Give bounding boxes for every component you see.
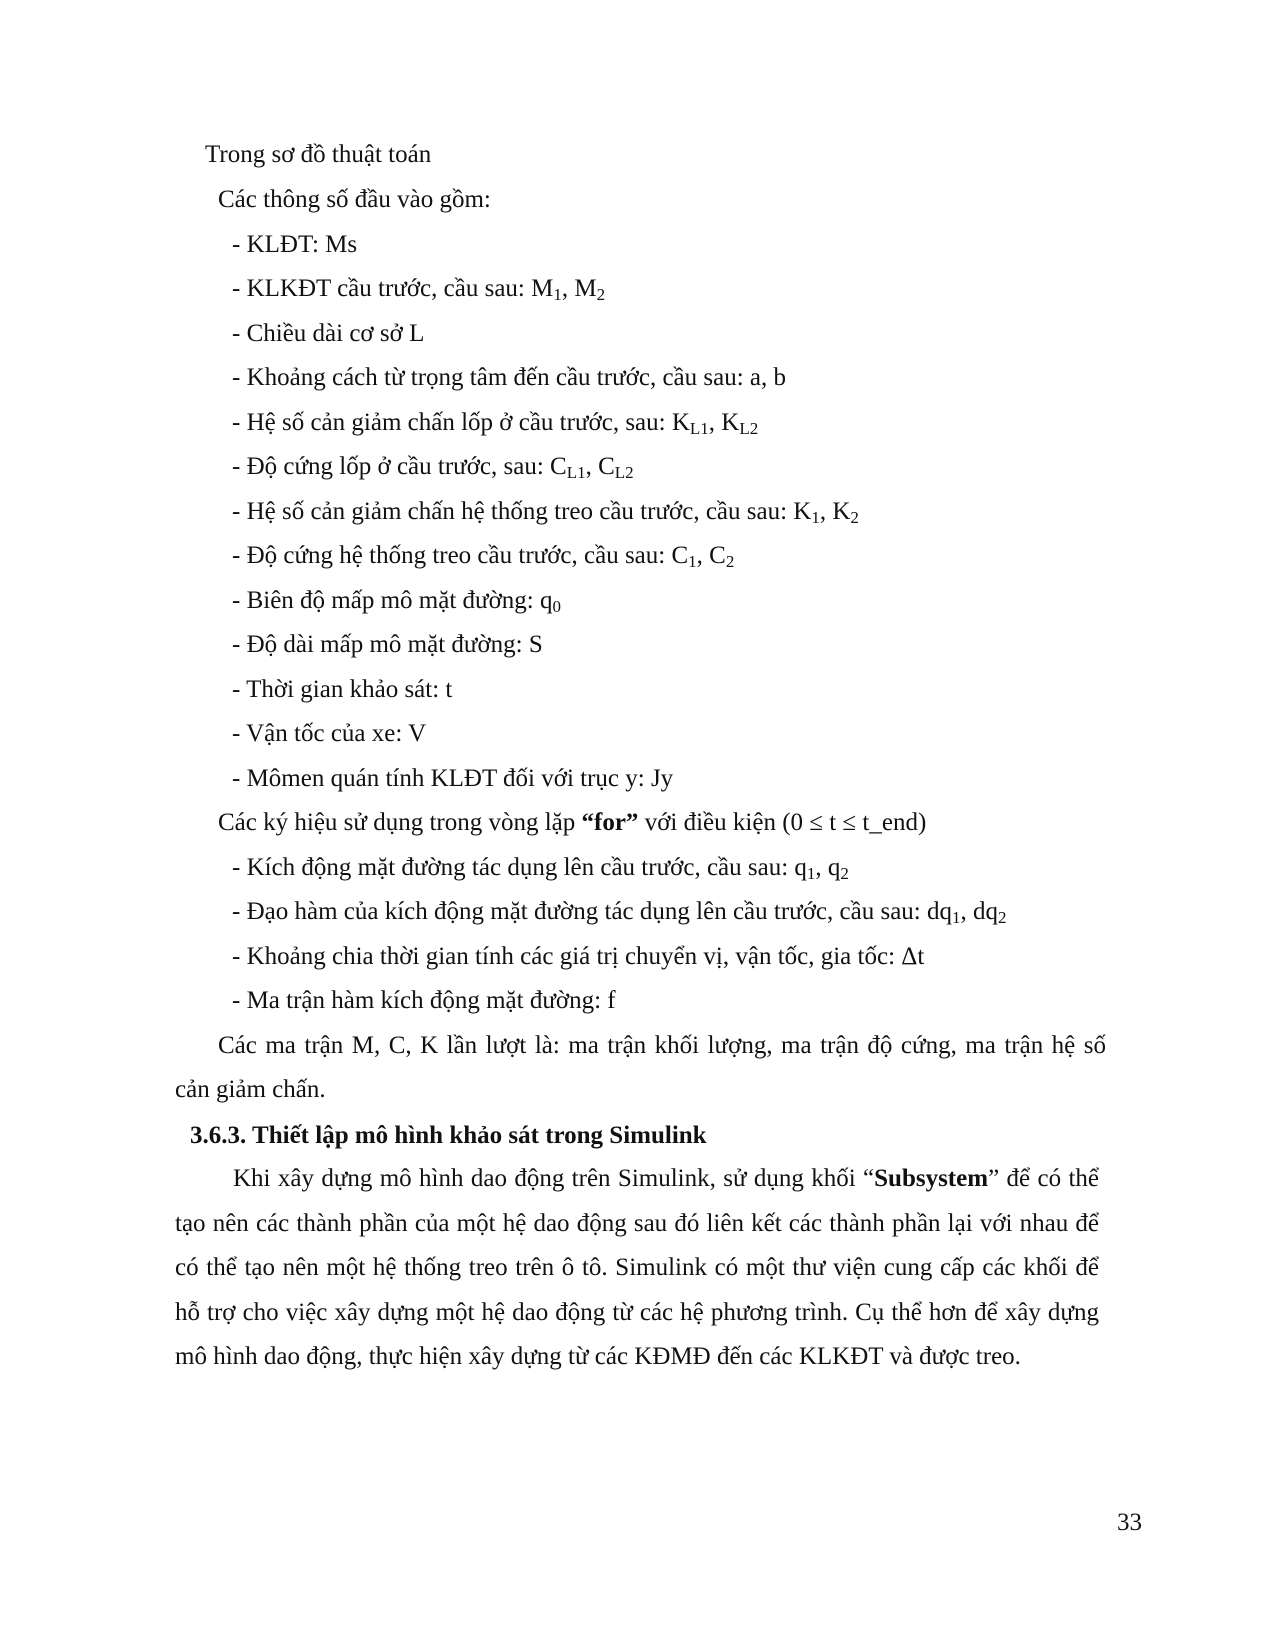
section-heading: 3.6.3. Thiết lập mô hình khảo sát trong Simulink (190, 1122, 707, 1149)
input-item-suspension-damping: - Hệ số cản giảm chấn hệ thống treo cầu trước, cầu sau: $K_1$, $K_2$ (232, 498, 859, 527)
matrices-line-1: Các ma trận M, C, K lần lượt là: ma trận khối lượng, ma trận độ cứng, ma trận hệ số (218, 1032, 1106, 1059)
input-item-inertia: - Mômen quán tính KLĐT đối với trục y: Jy (232, 765, 674, 792)
loop-item-excitation-derivative: - Đạo hàm của kích động mặt đường tác dụng lên cầu trước, cầu sau: $dq_1$, $dq_2$ (232, 898, 1007, 927)
paragraph-line-4: hỗ trợ cho việc xây dựng một hệ dao động từ các hệ phương trình. Cụ thể hơn để xây dựng (175, 1299, 1099, 1326)
paragraph-line-1: Khi xây dựng mô hình dao động trên Simulink, sử dụng khối “Subsystem” để có thể (233, 1165, 1099, 1192)
loop-item-time-step: - Khoảng chia thời gian tính các giá trị chuyển vị, vận tốc, gia tốc: Δt (232, 943, 925, 970)
paragraph-line-5: mô hình dao động, thực hiện xây dựng từ các KĐMĐ đến các KLKĐT và được treo. (175, 1343, 1021, 1370)
input-item-tire-damping: - Hệ số cản giảm chấn lốp ở cầu trước, sau: $K_{L1}$, $K_{L2}$ (232, 409, 759, 438)
input-item-unsprung-mass: - KLKĐT cầu trước, cầu sau: $M_1$, $M_2$ (232, 275, 606, 304)
input-item-road-length: - Độ dài mấp mô mặt đường: S (232, 631, 543, 658)
input-item-cg-distance: - Khoảng cách từ trọng tâm đến cầu trước, cầu sau: a, b (232, 364, 787, 391)
input-item-tire-stiffness: - Độ cứng lốp ở cầu trước, sau: $C_{L1}$, $C_{L2}$ (232, 453, 634, 482)
paragraph-line-3: có thể tạo nên một hệ thống treo trên ô tô. Simulink có một thư viện cung cấp các khối để (175, 1254, 1099, 1281)
loop-heading: Các ký hiệu sử dụng trong vòng lặp “for” với điều kiện (0 ≤ t ≤ t_end) (218, 809, 927, 836)
page-number: 33 (1117, 1509, 1142, 1536)
input-item-survey-time: - Thời gian khảo sát: t (232, 676, 453, 703)
loop-item-excitation-matrix: - Ma trận hàm kích động mặt đường: f (232, 987, 616, 1014)
input-item-road-amplitude: - Biên độ mấp mô mặt đường: $q_0$ (232, 587, 561, 616)
inputs-heading: Các thông số đầu vào gồm: (218, 186, 491, 213)
input-item-ms: - KLĐT: Ms (232, 231, 358, 258)
matrices-line-2: cản giảm chấn. (175, 1076, 326, 1103)
input-item-wheelbase: - Chiều dài cơ sở L (232, 320, 425, 347)
loop-item-road-excitation: - Kích động mặt đường tác dụng lên cầu trước, cầu sau: $q_1$, $q_2$ (232, 854, 849, 883)
paragraph-line-2: tạo nên các thành phần của một hệ dao động sau đó liên kết các thành phần lại với nhau để (175, 1210, 1099, 1237)
input-item-velocity: - Vận tốc của xe: V (232, 720, 427, 747)
input-item-suspension-stiffness: - Độ cứng hệ thống treo cầu trước, cầu sau: $C_1$, $C_2$ (232, 542, 735, 571)
intro-line: Trong sơ đồ thuật toán (205, 141, 432, 168)
